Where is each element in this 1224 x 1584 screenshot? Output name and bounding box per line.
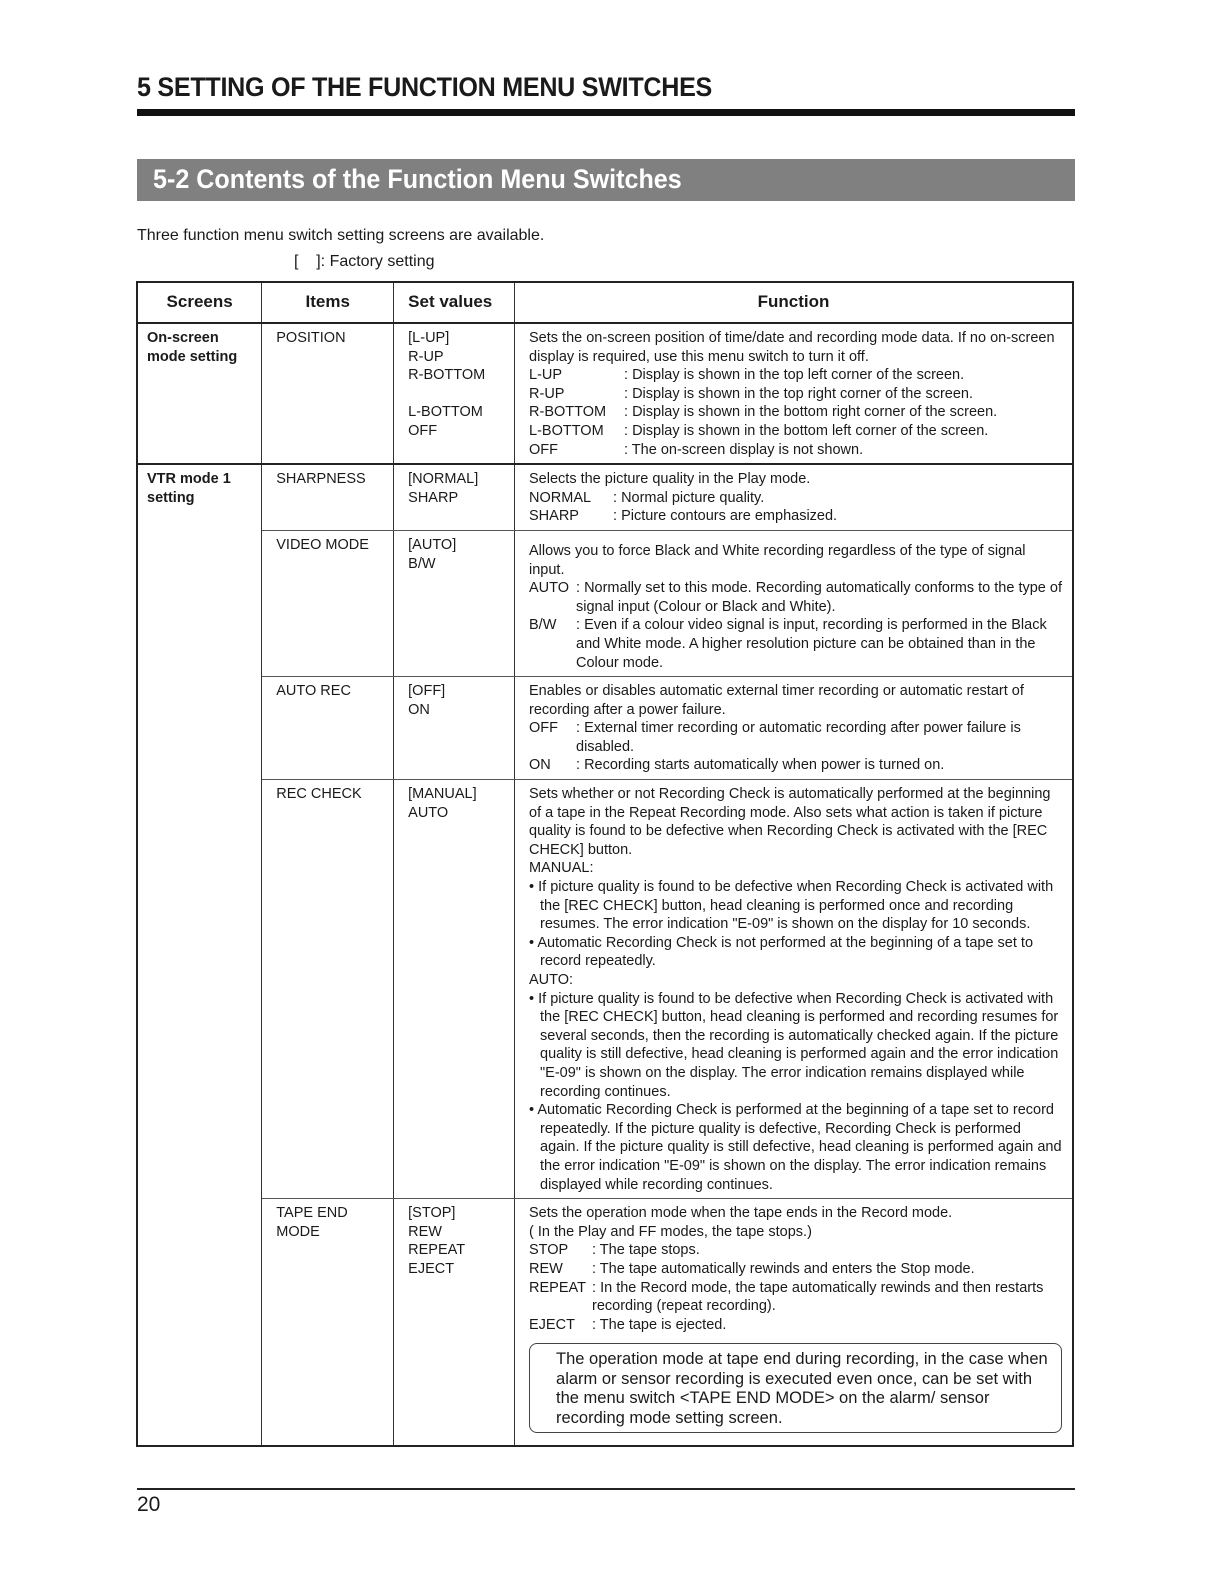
header-items: Items	[262, 282, 394, 323]
screen-cell: VTR mode 1 setting	[137, 464, 262, 1446]
item-cell: VIDEO MODE	[262, 530, 394, 676]
chapter-rule	[137, 109, 1075, 116]
item-cell: AUTO REC	[262, 677, 394, 780]
table-header-row	[137, 282, 1073, 323]
chapter-title: 5 SETTING OF THE FUNCTION MENU SWITCHES	[137, 72, 713, 102]
page-number: 20	[137, 1493, 161, 1516]
header-screens: Screens	[137, 282, 262, 323]
item-cell: POSITION	[262, 323, 394, 464]
table-row	[137, 677, 1073, 780]
values-cell: [STOP] REW REPEAT EJECT	[394, 1199, 515, 1446]
list-item: • If picture quality is found to be defective when Recording Check is activated with the [REC CHECK] button, head cleaning is performed once and recording resumes. The error indication "E-09" is shown on the display for 10 seconds.	[529, 879, 1054, 933]
list-item: • If picture quality is found to be defective when Recording Check is activated with the [REC CHECK] button, head cleaning is performed and recording resumes for several seconds, then the recording is automatically checked again. If the picture quality is still defective, head cleaning is performed again and the error indication "E-09" is shown on the display. The error indication remains displayed while recording continues.	[529, 990, 1059, 1100]
section-header-bar	[137, 159, 1075, 201]
function-cell: Enables or disables automatic external timer recording or automatic restart of recording after a power failure. OFF : External timer recording or automatic recording after power failure is disabled. ON : Recording starts automatically when power is turned on.	[515, 677, 1073, 780]
values-cell: [L-UP] R-UP R-BOTTOM L-BOTTOM OFF	[394, 323, 515, 464]
factory-setting-note: [ ]: Factory setting	[294, 253, 435, 270]
list-item: • Automatic Recording Check is performed at the beginning of a tape set to record repeatedly. If the picture quality is defective, Recording Check is performed again. If the picture quality is still defective, head cleaning is performed again and the error indication "E-09" is shown on the display. The error indication remains displayed while recording continues.	[529, 1102, 1062, 1193]
function-cell: Allows you to force Black and White recording regardless of the type of signal input. AUTO : Normally set to this mode. Recording automatically conforms to the type of signal input (Colour or Black and White). B/W : Even if a colour video signal is input, recording is performed in the Black and White mode. A higher resolution picture can be obtained than in the Colour mode.	[515, 530, 1073, 676]
values-cell: [OFF] ON	[394, 677, 515, 780]
header-set-values: Set values	[394, 282, 515, 323]
screen-cell: On-screen mode setting	[137, 323, 262, 464]
table-row	[137, 464, 1073, 530]
item-cell: REC CHECK	[262, 780, 394, 1199]
item-cell: SHARPNESS	[262, 464, 394, 530]
function-cell: Sets the operation mode when the tape ends in the Record mode. ( In the Play and FF modes, the tape stops.) STOP : The tape stops. REW : The tape automatically rewinds and enters the Stop mode. REPEAT : In the Record mode, the tape automatically rewinds and then restarts recording (repeat recording). EJECT : The tape is ejected. The operation mode at tape end during recording, in the case when alarm or sensor recording is executed even once, can be set with the menu switch <TAPE END MODE> on the alarm/ sensor recording mode setting screen.	[515, 1199, 1073, 1446]
values-cell: [AUTO] B/W	[394, 530, 515, 676]
values-cell: [NORMAL] SHARP	[394, 464, 515, 530]
table-row	[137, 780, 1073, 1199]
item-cell: TAPE END MODE	[262, 1199, 394, 1446]
tape-end-note-box: The operation mode at tape end during recording, in the case when alarm or sensor recording is executed even once, can be set with the menu switch <TAPE END MODE> on the alarm/ sensor recording mode setting screen.	[529, 1343, 1062, 1433]
values-cell: [MANUAL] AUTO	[394, 780, 515, 1199]
header-function: Function	[515, 282, 1073, 323]
intro-text: Three function menu switch setting screens are available.	[137, 227, 545, 244]
function-cell: Sets whether or not Recording Check is automatically performed at the beginning of a tape in the Repeat Recording mode. Also sets what action is taken if picture quality is found to be defective when Recording Check is activated with the [REC CHECK] button. MANUAL: • If picture quality is found to be defective when Recording Check is activated with the [REC CHECK] button, head cleaning is performed once and recording resumes. The error indication "E-09" is shown on the display for 10 seconds. • Automatic Recording Check is not performed at the beginning of a tape set to record repeatedly. AUTO: • If picture quality is found to be defective when Recording Check is activated with the [REC CHECK] button, head cleaning is performed and recording resumes for several seconds, then the recording is automatically checked again. If the picture quality is still defective, head cleaning is performed again and the error indication "E-09" is shown on the display. The error indication remains displayed while recording continues. • Automatic Recording Check is performed at the beginning of a tape set to record repeatedly. If the picture quality is defective, Recording Check is performed again. If the picture quality is still defective, head cleaning is performed again and the error indication "E-09" is shown on the display. The error indication remains displayed while recording continues.	[515, 780, 1073, 1199]
function-cell: Selects the picture quality in the Play mode. NORMAL : Normal picture quality. SHARP : Picture contours are emphasized.	[515, 464, 1073, 530]
list-item: • Automatic Recording Check is not performed at the beginning of a tape set to record repeatedly.	[529, 934, 1034, 970]
table-row	[137, 323, 1073, 464]
section-title: 5-2 Contents of the Function Menu Switches	[153, 164, 682, 194]
footer-rule	[137, 1488, 1075, 1490]
table-row	[137, 1199, 1073, 1446]
function-cell: Sets the on-screen position of time/date and recording mode data. If no on-screen display is required, use this menu switch to turn it off. L-UP : Display is shown in the top left corner of the screen. R-UP : Display is shown in the top right corner of the screen. R-BOTTOM : Display is shown in the bottom right corner of the screen. L-BOTTOM : Display is shown in the bottom left corner of the screen. OFF : The on-screen display is not shown.	[515, 323, 1073, 464]
function-menu-table	[136, 281, 1074, 1447]
table-row	[137, 530, 1073, 676]
